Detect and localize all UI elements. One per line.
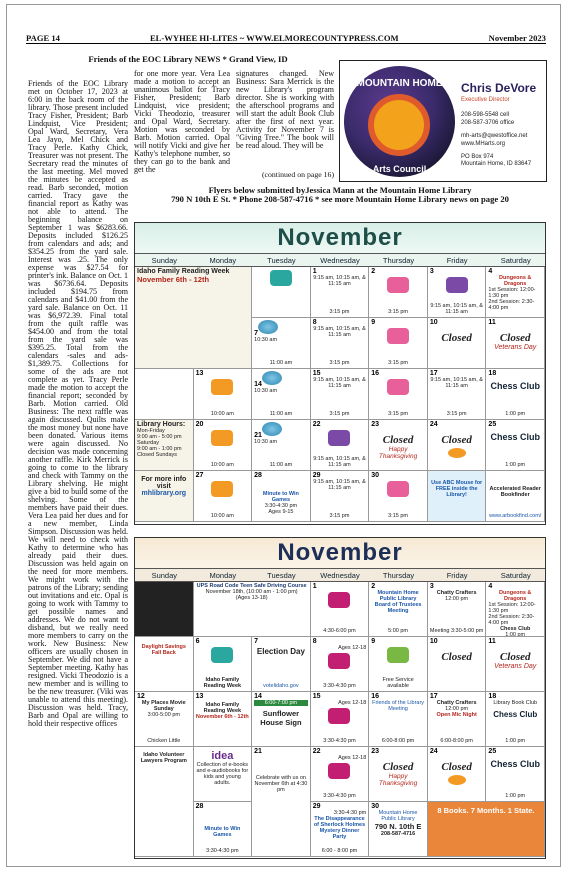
article-text-2: for one more year. Vera Lea made a motion to accept an unanimous ballot for Tracy Fisher, President; Barb Lindquist, vice president; Vicki Theodozio, treasurer and Opal Ward, Secretary. Motion was seconded by Barb. Motion carried. Opal will notify Vicki and give her Kathy's telephone number, so they can go to the bank and get the	[134, 69, 230, 174]
day-cell: 25 Chess Club 1:00 pm	[486, 420, 545, 471]
reader-cell: Accelerated Reader Bookfinder www.arbookfind.com/	[486, 471, 545, 522]
teen-coders-icon	[328, 763, 350, 779]
calendar-2-grid	[135, 582, 545, 857]
day-cell: 14 6:00-7:00 pm Sunflower House Sign	[252, 692, 311, 747]
day-cell: 10 Closed	[428, 318, 487, 369]
day-cell: 23 Closed Happy Thanksgiving	[369, 420, 428, 471]
ad-contact	[461, 81, 536, 169]
mountain-icon	[368, 94, 430, 156]
day-cell: 27 10:00 am	[194, 471, 253, 522]
ad-phone-office: 208-587-3706 office	[461, 120, 515, 127]
logo-bottom-text: Arts Council	[372, 164, 427, 174]
crafternoon-icon	[387, 328, 409, 344]
day-cell: 24 Closed	[428, 420, 487, 471]
lawyers-program: Idaho Volunteer Lawyers Program	[135, 747, 194, 857]
banner-line-1: Flyers below submitted byJessica Mann at the Mountain Home Library	[208, 185, 472, 195]
day-cell: 22 9:15 am, 10:15 am, & 11:15 am	[311, 420, 370, 471]
library-site-link[interactable]: mhlibrary.org	[141, 490, 187, 497]
article-column-2	[134, 70, 230, 178]
day-cell: 13 10:00 am	[194, 369, 253, 420]
day-cell: 4 Dungeons & Dragons 1st Session: 12:00-1:30 pm 2nd Session: 2:30-4:00 pm Chess Club 1:00 pm	[486, 582, 545, 637]
day-cell: 18 Library Book Club Chess Club 1:00 pm	[486, 692, 545, 747]
banner-line-2: 790 N 10th E St. * Phone 208-587-4716 * see more Mountain Home Library news on page 20	[171, 194, 509, 205]
article-column-1	[28, 80, 128, 840]
day-cell: 23 Closed Happy Thanksgiving	[369, 747, 428, 802]
day-cell: 2 3:15 pm	[369, 267, 428, 318]
day-cell: 1 9:15 am, 10:15 am, & 11:15 am 3:15 pm	[311, 267, 370, 318]
page-number: PAGE 14	[26, 33, 60, 43]
teen-coders-icon	[328, 592, 350, 608]
info-dates: November 6th - 12th	[137, 275, 210, 284]
calendar-1-title: November	[135, 223, 545, 253]
day-cell: 15 9:15 am, 10:15 am, & 11:15 am 3:15 pm	[311, 369, 370, 420]
weekday: Monday	[209, 256, 237, 265]
calendar-1-grid	[135, 267, 545, 522]
weekday: Thursday	[382, 256, 415, 265]
play-icon	[211, 481, 233, 497]
teen-coders-icon	[328, 708, 350, 724]
calendar-2-title: November	[135, 538, 545, 568]
article-text-1: Friends of the EOC Library met on October 17, 2023 at 6:00 in the back room of the library. Those present included Tracy Fisher, President; Barb Lindquist, Vice President; Opal Ward, Secretary, Vera Lea Jayo, Mel Chick and Tracy Perle. Kathy Chick, Treasurer was not present. The Secretary read the minutes of the last meeting. Mel moved the minutes be accepted as read. Barb seconded, motion carried. Tracy gave the financial report as Kathy was not able to attend. The beginning balance on September 1 was $6283.66. Deposits included $126.25 from calendars and ads; and $354.25 from the yard sale. Interest was .25. The only expense was $27.54 for printer's ink. Balance on Oct. 1 was $6736.64. Deposits included $194.75 from calendars and $41.00 from the yard sale. Balance on Oct. 11 was $6,972.39. Final total from the quilt raffle was $454.00 and from the total from the yard sale was $395.25. Total from the calendars -sales and ads- $1,389.75. Collections for some of the ads are not complete as yet. Tracy Perle made the motion to accept the financial report; seconded by Barb. Motion carried. Old Business: The next raffle was again discussed. Quilts make the most money but none have been donated. Various items were again discussed. No decision was made concerning another raffle. Kirk Merrick is going to come to the library and check with Tammy on the Library shelving. He might give a bid to build some of the shelving. Some of the members have paid their dues. Vera Lea paid her dues and for a new member, Linda Simpson. Discussion was held. We will need to check with Kathy to determine who has already paid their dues. Discussion was held again on the need for more members. We might work with the patrons of the Library; sending out invitations and etc. Opal is going to work with Tammy to get possible names and addresses. We do not want to disband, but we really need more members to carry on the work. New Business: New officers are usually chosen in September. We did not have a September meeting. Kathy has resigned. Vicki Theodozio is a new member and is willing to be the new treasurer. (Viki was unable to attend this meeting). Discussion was held. Tracy, Barb and Opal are willing to hold their respective offices	[28, 79, 128, 728]
music-icon	[446, 277, 468, 293]
day-cell: 20 10:00 am	[194, 420, 253, 471]
ad-po-box: PO Box 974	[461, 153, 494, 160]
day-cell: 12 My Places Movie Sunday 3:00-5:00 pm Chicken Little	[135, 692, 194, 747]
day-cell: 14 10:30 am 11:00 am	[252, 369, 311, 420]
weekday: Wednesday	[320, 571, 360, 580]
day-cell: 4 Dungeons & Dragons 1st Session: 12:00-1:30 pm 2nd Session: 2:30-4:00 pm	[486, 267, 545, 318]
flyer-banner	[134, 186, 546, 208]
weekday: Monday	[209, 571, 237, 580]
reading-week-info	[135, 267, 252, 369]
day-cell: 16 Friends of the Library Meeting 6:00-8:00 pm	[369, 692, 428, 747]
article-column-3	[236, 70, 334, 168]
play-icon	[211, 379, 233, 395]
more-info: For more info visit mhlibrary.org	[135, 471, 194, 522]
day-cell: 18 Chess Club 1:00 pm	[486, 369, 545, 420]
day-cell: 22 Ages 12-18 3:30-4:30 pm	[311, 747, 370, 802]
ad-role: Executive Director	[461, 96, 510, 103]
day-cell: 8 9:15 am, 10:15 am, & 11:15 am 3:15 pm	[311, 318, 370, 369]
weekday: Thursday	[382, 571, 415, 580]
day-cell: 24 Closed	[428, 747, 487, 802]
header-date: November 2023	[488, 33, 546, 43]
ad-city: Mountain Home, ID 83647	[461, 161, 532, 168]
crafternoon-icon	[387, 379, 409, 395]
day-cell: 30 3:15 pm	[369, 471, 428, 522]
day-cell: 3 9:15 am, 10:15 am, & 11:15 am	[428, 267, 487, 318]
arts-council-ad	[339, 60, 547, 182]
day-cell: 17 Chatty Crafters 12:00 pm Open Mic Night 6:00-8:00 pm	[428, 692, 487, 747]
weekday: Friday	[446, 571, 468, 580]
day-cell: 6 Idaho Family Reading Week	[194, 637, 253, 692]
day-cell: 9 Free Service available	[369, 637, 428, 692]
day-cell: 9 3:15 pm	[369, 318, 428, 369]
day-cell: 21 Celebrate with us on November 6th at 4:30 pm	[252, 747, 311, 857]
teen-coders-icon	[328, 653, 350, 669]
day-cell: 7 Election Day votelidaho.gov	[252, 637, 311, 692]
weekday: Tuesday	[267, 571, 296, 580]
books-icon	[211, 647, 233, 663]
ad-name: Chris DeVore	[461, 81, 537, 95]
arts-council-logo	[344, 66, 455, 177]
day-cell: 1 4:30-6:00 pm	[311, 582, 370, 637]
weekday: Tuesday	[267, 256, 296, 265]
driving-course: UPS Road Code Teen Safe Driving Course November 18th, (10:00 am - 1:00 pm) (Ages 13-18)	[194, 582, 311, 637]
weekday: Friday	[446, 256, 468, 265]
day-cell: 28 Minute to Win Games 3:30-4:30 pm Ages 9-15	[252, 471, 311, 522]
storytime-icon	[258, 320, 278, 334]
article-text-3: signatures changed. New Business: Sara Merrick is the new Library's program director. She is working with the afterschool programs and will start the adult Book Club after the first of next year. Activity for November 7 is "Giving Tree." The book will be read aloud. They will be	[236, 69, 334, 150]
day-cell: idea Collection of e-books and e-audiobooks for kids and young adults.	[194, 747, 253, 802]
day-cell: 11 Closed Veterans Day	[486, 637, 545, 692]
library-hours: Library Hours: Mon-Friday 9:00 am - 5:00 pm Saturday 9:00 am - 1:00 pm Closed Sundays	[135, 420, 194, 471]
day-cell: 3 Chatty Crafters 12:00 pm Meeting 3:30-5:00 pm	[428, 582, 487, 637]
day-cell: 25 Chess Club 1:00 pm	[486, 747, 545, 802]
ad-phone-cell: 208-598-5548 cell	[461, 112, 510, 119]
music-icon	[328, 430, 350, 446]
day-cell: 8 Ages 12-18 3:30-4:30 pm	[311, 637, 370, 692]
day-cell: 2 Mountain Home Public Library Board of Trustees Meeting 5:00 pm	[369, 582, 428, 637]
calendar-flyer-2	[134, 537, 546, 859]
day-cell: Daylight Savings Fall Back	[135, 637, 194, 692]
spooky-cell	[135, 582, 194, 637]
weekday: Saturday	[500, 571, 531, 580]
header-center: EL-WYHEE HI-LITES ~ WWW.ELMORECOUNTYPRESS.COM	[149, 33, 399, 43]
day-cell: 17 9:15 am, 10:15 am, & 11:15 am 3:15 pm	[428, 369, 487, 420]
ad-email[interactable]: mh-arts@qwestoffice.net	[461, 132, 528, 139]
storytime-icon	[262, 422, 282, 436]
day-cell: 10 Closed	[428, 637, 487, 692]
books-challenge: 8 Books. 7 Months. 1 State.	[428, 802, 545, 857]
day-cell	[252, 267, 311, 318]
weekday: Saturday	[500, 256, 531, 265]
storytime-icon	[262, 371, 282, 385]
day-cell	[135, 369, 194, 420]
calendar-2-weekdays	[135, 568, 545, 582]
free-service-icon	[387, 647, 409, 663]
page-header	[26, 30, 546, 44]
day-cell: 29 9:15 am, 10:15 am, & 11:15 am 3:15 pm	[311, 471, 370, 522]
day-cell: 13 Idaho Family Reading Week November 6th - 12th	[194, 692, 253, 747]
abc-mouse-cell: Use ABC Mouse for FREE inside the Library!	[428, 471, 487, 522]
ad-website[interactable]: www.MHarts.org	[461, 140, 506, 147]
continued-note: (continued on page 16)	[261, 170, 335, 179]
day-cell: 21 10:30 am 11:00 am	[252, 420, 311, 471]
calendar-1-weekdays	[135, 253, 545, 267]
calendar-flyer-1	[134, 222, 546, 525]
crafternoon-icon	[387, 277, 409, 293]
day-cell: 30 Mountain Home Public Library 790 N. 10th E 208-587-4716	[369, 802, 428, 857]
weekday: Wednesday	[320, 256, 360, 265]
logo-top-text: MOUNTAIN HOME	[356, 78, 443, 89]
article-title: Friends of the EOC Library NEWS * Grand View, ID	[88, 54, 288, 64]
day-cell: 7 10:30 am 11:00 am	[252, 318, 311, 369]
day-cell: 29 3:30-4:30 pm The Disappearance of Sherlock Holmes Mystery Dinner Party 6:00 - 8:00 pm	[311, 802, 370, 857]
crafternoon-icon	[387, 481, 409, 497]
info-title: Idaho Family Reading Week	[137, 268, 230, 275]
day-cell: 16 3:15 pm	[369, 369, 428, 420]
day-cell: 11 Closed Veterans Day	[486, 318, 545, 369]
pumpkin-icon	[448, 775, 466, 785]
weekday: Sunday	[151, 256, 177, 265]
day-cell: 28 Minute to Win Games 3:30-4:30 pm	[194, 802, 253, 857]
play-icon	[211, 430, 233, 446]
day-cell: 15 Ages 12-18 3:30-4:30 pm	[311, 692, 370, 747]
reader-link[interactable]: www.arbookfind.com/	[489, 513, 542, 519]
books-icon	[270, 270, 292, 286]
pumpkin-icon	[448, 448, 466, 458]
weekday: Sunday	[151, 571, 177, 580]
